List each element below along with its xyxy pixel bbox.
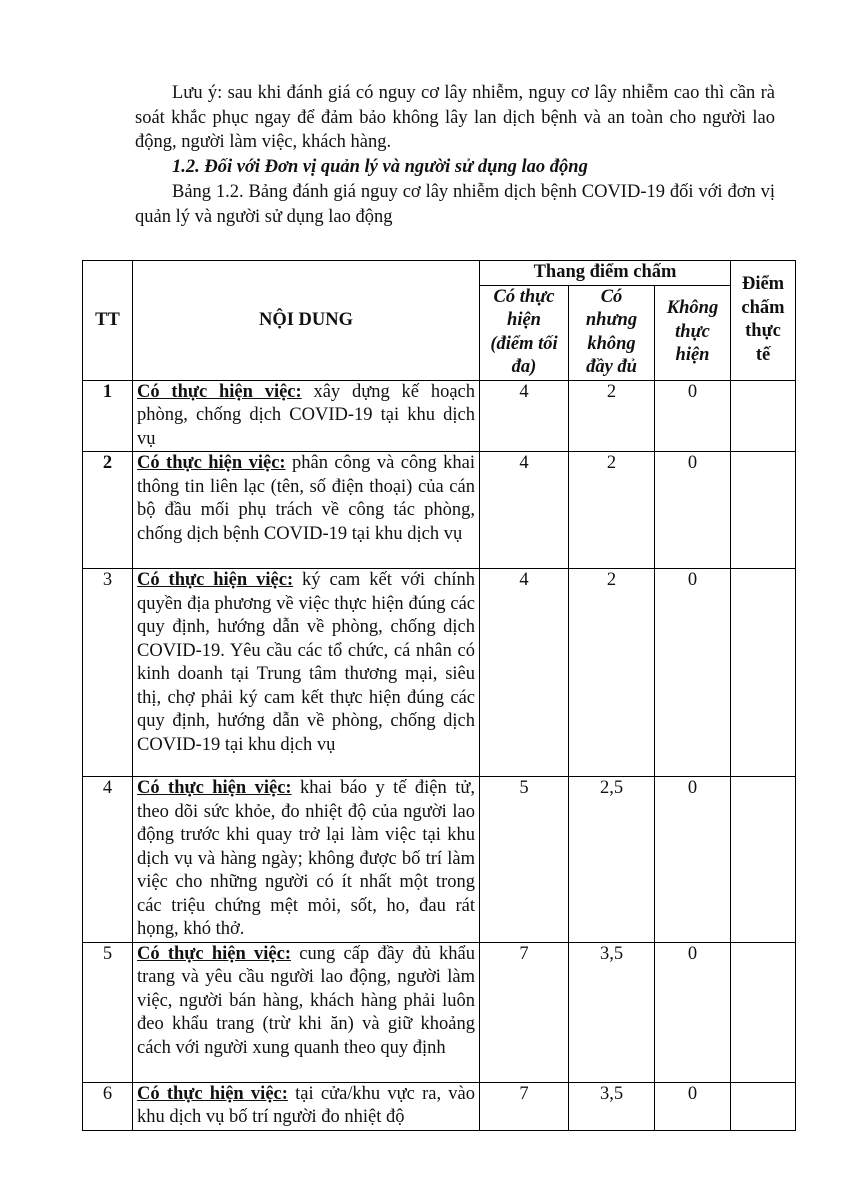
table-row — [83, 777, 796, 943]
row-tt: 2 — [83, 452, 133, 569]
row-actual — [731, 569, 796, 777]
table-caption: Bảng 1.2. Bảng đánh giá nguy cơ lây nhiễm dịch bệnh COVID-19 đối với đơn vị quản lý và người sử dụng lao động — [135, 182, 775, 227]
row-lead: Có thực hiện việc: — [137, 778, 292, 798]
row-actual — [731, 380, 796, 452]
row-lead: Có thực hiện việc: — [137, 570, 294, 590]
row-text: tại cửa/khu vực ra, vào khu dịch vụ bố trí người đo nhiệt độ — [137, 1083, 476, 1127]
row-none: 0 — [655, 569, 731, 777]
row-partial: 2 — [569, 452, 655, 569]
row-none: 0 — [655, 942, 731, 1082]
row-full: 4 — [480, 452, 569, 569]
row-tt: 3 — [83, 569, 133, 777]
row-full: 4 — [480, 569, 569, 777]
note-paragraph: Lưu ý: sau khi đánh giá có nguy cơ lây nhiễm, nguy cơ lây nhiễm cao thì cần rà soát khắc phục ngay để đảm bảo không lây lan dịch bệnh và an toàn cho người lao động, người làm việc, khách hàng. — [135, 83, 775, 152]
risk-assessment-table — [82, 260, 796, 1131]
row-text: xây dựng kế hoạch phòng, chống dịch COVID-19 tại khu dịch vụ — [137, 381, 475, 449]
row-tt: 5 — [83, 942, 133, 1082]
header-none: Không thực hiện — [655, 285, 731, 380]
row-text: phân công và công khai thông tin liên lạc (tên, số điện thoại) của cán bộ đầu mối phụ trách về công tác phòng, chống dịch bệnh COVID-19 tại khu dịch vụ — [137, 453, 475, 544]
header-full: Có thực hiện (điểm tối đa) — [480, 285, 569, 380]
row-actual — [731, 942, 796, 1082]
row-lead: Có thực hiện việc: — [137, 1083, 288, 1104]
table-row — [83, 569, 796, 777]
row-content — [133, 569, 480, 777]
row-none: 0 — [655, 380, 731, 452]
row-partial: 2,5 — [569, 777, 655, 943]
header-actual: Điểm chấm thực tế — [731, 261, 796, 381]
row-actual — [731, 777, 796, 943]
row-full: 4 — [480, 380, 569, 452]
row-content — [133, 452, 480, 569]
row-actual — [731, 1082, 796, 1130]
row-content — [133, 380, 480, 452]
row-content — [133, 942, 480, 1082]
row-tt: 4 — [83, 777, 133, 943]
row-actual — [731, 452, 796, 569]
row-content — [133, 777, 480, 943]
table-row — [83, 452, 796, 569]
table-row — [83, 1082, 796, 1130]
row-partial: 3,5 — [569, 1082, 655, 1130]
row-lead: Có thực hiện việc: — [137, 943, 291, 964]
row-content — [133, 1082, 480, 1130]
row-none: 0 — [655, 1082, 731, 1130]
row-text: cung cấp đầy đủ khẩu trang và yêu cầu người lao động, người làm việc, người bán hàng, khách hàng phải luôn đeo khẩu trang (trừ khi ăn) và giữ khoảng cách với người xung quanh theo quy định — [137, 943, 475, 1058]
row-full: 7 — [480, 942, 569, 1082]
header-partial: Có nhưng không đầy đủ — [569, 285, 655, 380]
row-partial: 3,5 — [569, 942, 655, 1082]
row-lead: Có thực hiện việc: — [137, 381, 302, 402]
row-text: ký cam kết với chính quyền địa phương về việc thực hiện đúng các quy định, hướng dẫn về phòng, chống dịch COVID-19. Yêu cầu các tổ chức, cá nhân có kinh doanh tại Trung tâm thương mại, siêu thị, chợ phải ký cam kết thực hiện đúng các quy định, hướng dẫn về phòng, chống dịch COVID-19 tại khu dịch vụ — [137, 570, 476, 755]
header-content: NỘI DUNG — [133, 261, 480, 381]
row-partial: 2 — [569, 380, 655, 452]
row-none: 0 — [655, 452, 731, 569]
row-lead: Có thực hiện việc: — [137, 453, 286, 473]
row-text: khai báo y tế điện tử, theo dõi sức khỏe, đo nhiệt độ của người lao động trước khi quay trở lại làm việc tại khu dịch vụ và hàng ngày; không được bố trí làm việc cho những người có ít nhất một trong các triệu chứng mệt mỏi, sốt, ho, đau rát họng, khó thở. — [137, 778, 475, 939]
row-full: 7 — [480, 1082, 569, 1130]
row-tt: 6 — [83, 1082, 133, 1130]
section-heading: 1.2. Đối với Đơn vị quản lý và người sử dụng lao động — [172, 157, 588, 177]
header-scale: Thang điểm chấm — [480, 261, 731, 286]
row-none: 0 — [655, 777, 731, 943]
row-full: 5 — [480, 777, 569, 943]
table-row — [83, 380, 796, 452]
header-tt: TT — [83, 261, 133, 381]
row-tt: 1 — [83, 380, 133, 452]
table-row — [83, 942, 796, 1082]
row-partial: 2 — [569, 569, 655, 777]
